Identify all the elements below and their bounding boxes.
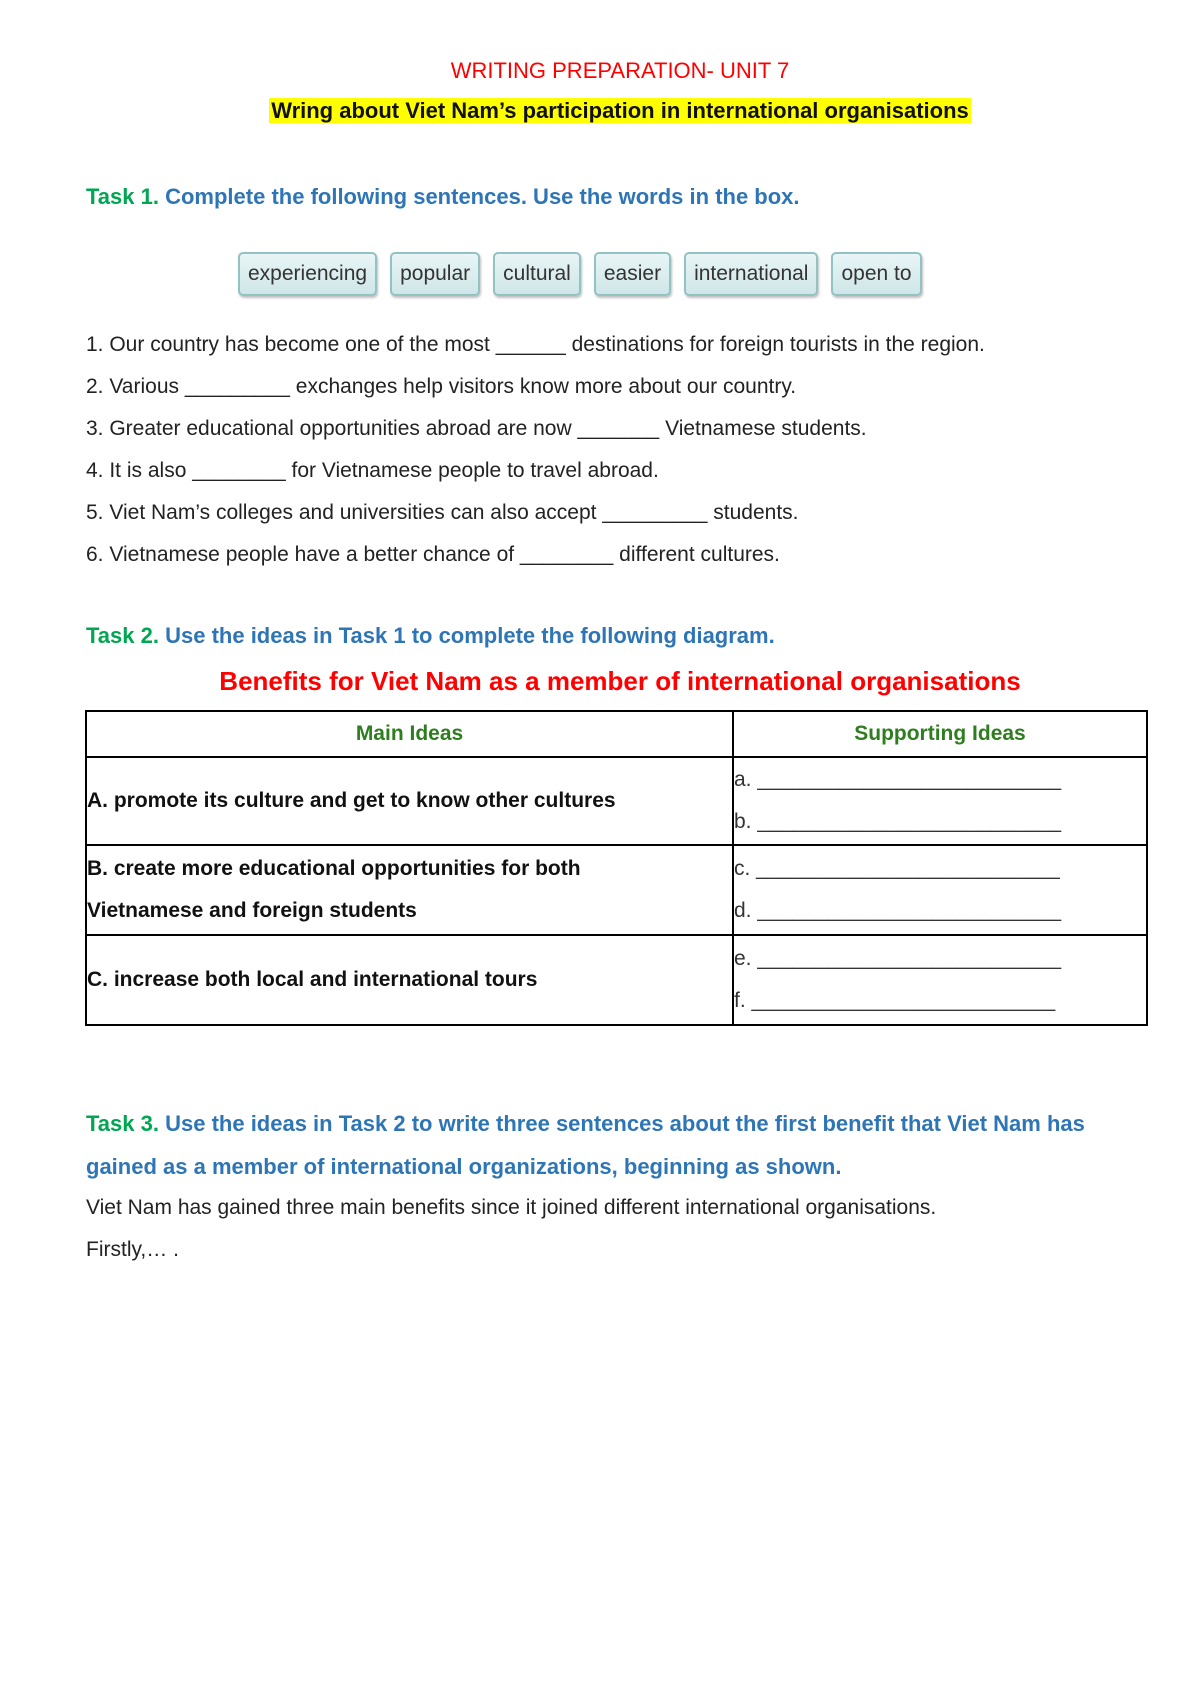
main-idea-line: C. increase both local and international tours: [87, 968, 538, 991]
word-box-item: open to: [831, 252, 921, 296]
supporting-blank[interactable]: c. __________________________: [734, 857, 1060, 880]
supporting-blank[interactable]: d. __________________________: [734, 899, 1062, 922]
subtitle-wrap: [0, 98, 1200, 124]
task3-heading: [86, 1102, 1156, 1188]
page-title: WRITING PREPARATION- UNIT 7: [450, 58, 790, 83]
supporting-idea-cell: [733, 757, 1147, 845]
supporting-idea-cell: [733, 935, 1147, 1025]
sentence-item: 5. Viet Nam’s colleges and universities can also accept _________ students.: [86, 501, 799, 524]
task3-body-line: Firstly,… .: [86, 1238, 179, 1261]
main-idea-cell: [86, 757, 733, 845]
supporting-blank[interactable]: e. __________________________: [734, 947, 1062, 970]
task1-heading: [86, 175, 1156, 218]
header-main-ideas: Main Ideas: [86, 711, 733, 757]
word-box-item: popular: [390, 252, 480, 296]
word-box-item: international: [684, 252, 818, 296]
task1-label: Task 1.: [86, 184, 159, 209]
word-box-item: experiencing: [238, 252, 377, 296]
task3-body-line: Viet Nam has gained three main benefits since it joined different international organisations.: [86, 1196, 937, 1219]
benefits-table: [85, 710, 1148, 1026]
page-subtitle: Wring about Viet Nam’s participation in international organisations: [271, 98, 969, 123]
sentence-item: 1. Our country has become one of the most ______ destinations for foreign tourists in the region.: [86, 333, 985, 356]
task3-label: Task 3.: [86, 1111, 159, 1136]
task2-label: Task 2.: [86, 623, 159, 648]
supporting-blank[interactable]: a. __________________________: [734, 768, 1062, 791]
task3-instruction: Use the ideas in Task 2 to write three sentences about the first benefit that Viet Nam has gained as a member of international organizations, beginning as shown.: [86, 1111, 1085, 1179]
main-idea-line: Vietnamese and foreign students: [87, 899, 417, 922]
table-row: [86, 935, 1147, 1025]
main-idea-cell: [86, 935, 733, 1025]
task2-instruction: Use the ideas in Task 1 to complete the following diagram.: [165, 623, 775, 648]
sentence-item: 2. Various _________ exchanges help visitors know more about our country.: [86, 375, 797, 398]
header-supporting-ideas: Supporting Ideas: [733, 711, 1147, 757]
main-idea-line: A. promote its culture and get to know other cultures: [87, 789, 616, 812]
main-idea-cell: [86, 845, 733, 935]
sentence-item: 3. Greater educational opportunities abroad are now _______ Vietnamese students.: [86, 417, 867, 440]
word-box: [238, 252, 922, 296]
supporting-blank[interactable]: f. __________________________: [734, 989, 1056, 1012]
word-box-item: easier: [594, 252, 671, 296]
main-idea-line: B. create more educational opportunities for both: [87, 857, 581, 880]
task2-heading: [86, 614, 1156, 657]
table-row: [86, 757, 1147, 845]
task1-instruction: Complete the following sentences. Use the words in the box.: [165, 184, 800, 209]
diagram-title: Benefits for Viet Nam as a member of international organisations: [219, 666, 1021, 696]
table-row: [86, 845, 1147, 935]
supporting-blank[interactable]: b. __________________________: [734, 810, 1062, 833]
supporting-idea-cell: [733, 845, 1147, 935]
sentence-item: 6. Vietnamese people have a better chance of ________ different cultures.: [86, 543, 780, 566]
task1-sentences: [86, 324, 985, 576]
sentence-item: 4. It is also ________ for Vietnamese people to travel abroad.: [86, 459, 659, 482]
word-box-item: cultural: [493, 252, 581, 296]
table-header-row: [86, 711, 1147, 757]
